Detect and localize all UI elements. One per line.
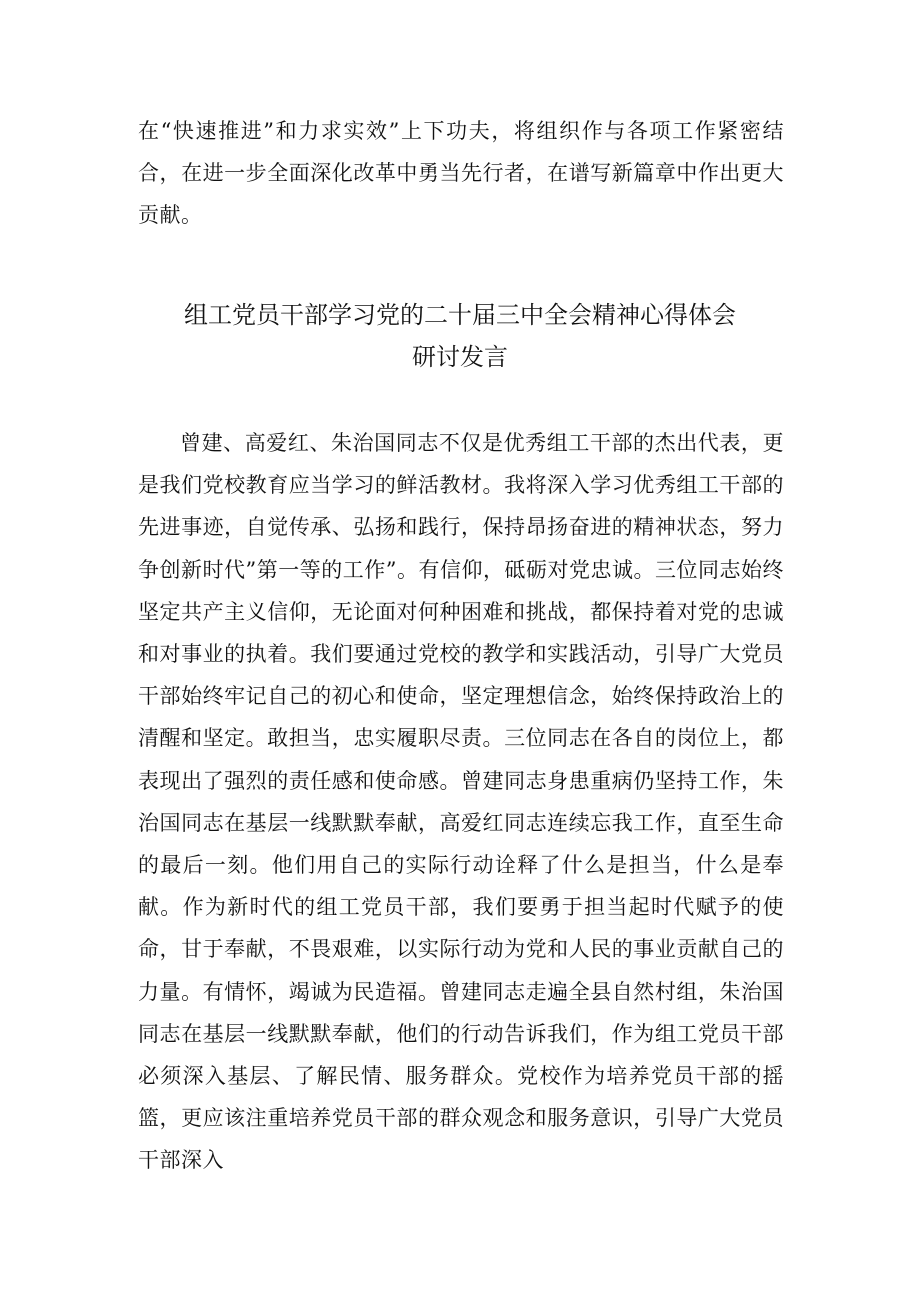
title-line-2: 研讨发言 xyxy=(412,343,508,371)
body-paragraph: 曾建、高爱红、朱治国同志不仅是优秀组工干部的杰出代表，更是我们党校教育应当学习的鲜活教材。我将深入学习优秀组工干部的先进事迹，自觉传承、弘扬和践行，保持昂扬奋进的精神状态，努力争创新时代”第一等的工作”。有信仰，砥砺对党忠诚。三位同志始终坚定共产主义信仰，无论面对何种困难和挑战，都保持着对党的忠诚和对事业的执着。我们要通过党校的教学和实践活动，引导广大党员干部始终牢记自己的初心和使命，坚定理想信念，始终保持政治上的清醒和坚定。敢担当，忠实履职尽责。三位同志在各自的岗位上，都表现出了强烈的责任感和使命感。曾建同志身患重病仍坚持工作，朱治国同志在基层一线默默奉献，高爱红同志连续忘我工作，直至生命的最后一刻。他们用自己的实际行动诠释了什么是担当，什么是奉献。作为新时代的组工党员干部，我们要勇于担当起时代赋予的使命，甘于奉献，不畏艰难，以实际行动为党和人民的事业贡献自己的力量。有情怀，竭诚为民造福。曾建同志走遍全县自然村组，朱治国同志在基层一线默默奉献，他们的行动告诉我们，作为组工党员干部必须深入基层、了解民情、服务群众。党校作为培养党员干部的摇篮，更应该注重培养党员干部的群众观念和服务意识，引导广大党员干部深入 xyxy=(138,431,784,1173)
title-line-1: 组工党员干部学习党的二十届三中全会精神心得体会 xyxy=(184,301,736,329)
continuation-paragraph: 在“快速推进”和力求实效”上下功夫，将组织作与各项工作紧密结合，在进一步全面深化改革中勇当先行者，在谱写新篇章中作出更大贡献。 xyxy=(138,119,784,228)
document-title xyxy=(110,294,810,378)
